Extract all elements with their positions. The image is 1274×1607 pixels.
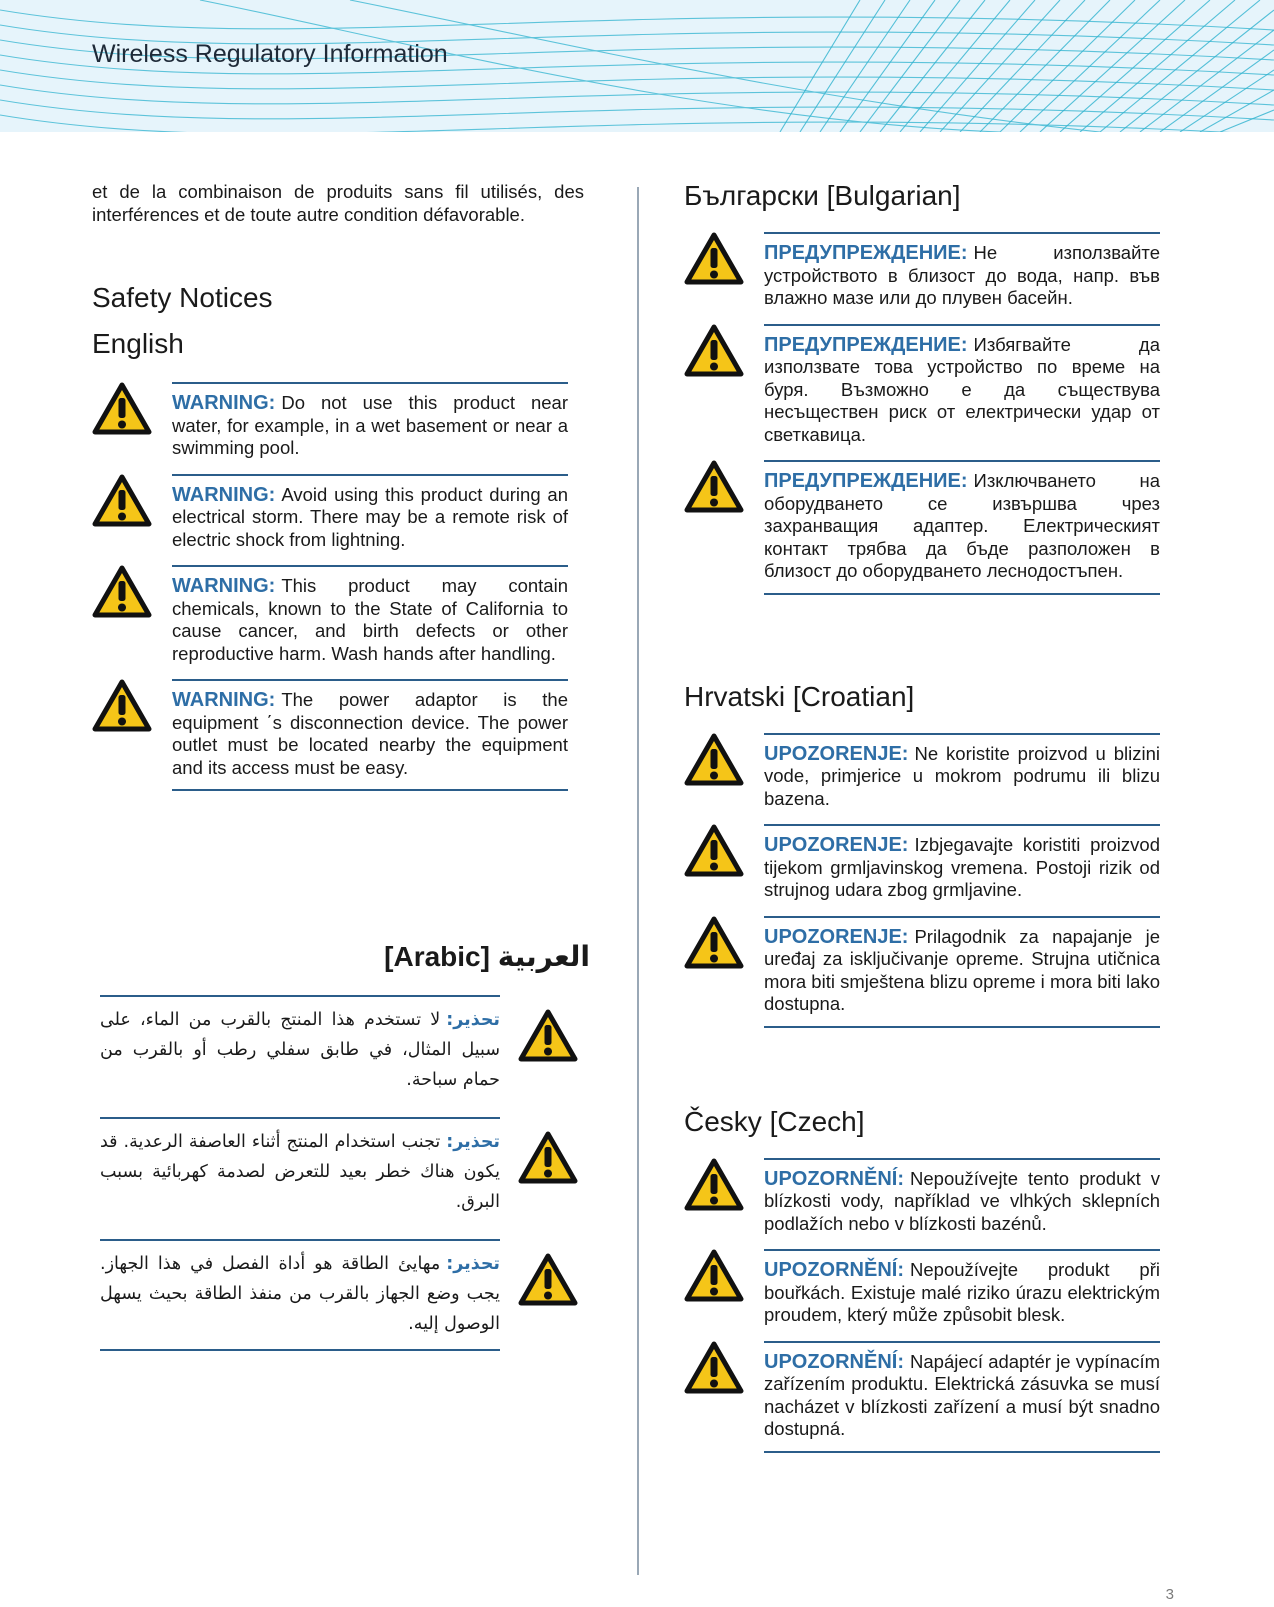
warning-label: WARNING: bbox=[172, 575, 276, 597]
arabic-heading bbox=[100, 940, 590, 973]
warning-text: Nepoužívejte produkt při bouřkách. Existuje malé riziko úrazu elektrickým proudem, který může způsobit blesk. bbox=[764, 1259, 1160, 1325]
warning-text: Не използвайте устройството в близост до вода, напр. във влажно мазе или до плувен басейн. bbox=[764, 242, 1160, 308]
warning-item bbox=[684, 460, 1160, 595]
safety-notices-heading: Safety Notices bbox=[92, 282, 273, 313]
warning-triangle-icon bbox=[92, 474, 152, 528]
warning-text: Avoid using this product during an electrical storm. There may be a remote risk of electric shock from lightning. bbox=[172, 483, 568, 550]
warning-label: UPOZORNĚNÍ: bbox=[764, 1350, 904, 1373]
warning-label: UPOZORNĚNÍ: bbox=[764, 1167, 904, 1190]
english-warnings bbox=[92, 382, 568, 791]
english-heading: English bbox=[92, 328, 184, 359]
warning-label: WARNING: bbox=[172, 483, 276, 506]
warning-text: Изключването на оборудването се извършва чрез захранващия адаптер. Електрическият контакт трябва да бъде разположен в близост до оборудването леснодостъпен. bbox=[764, 470, 1160, 581]
header-title: Wireless Regulatory Information bbox=[92, 40, 448, 68]
warning-text: Избягвайте да използвате това устройство по време на буря. Възможно е да съществува несъществен риск от електрически удар от светкавица. bbox=[764, 333, 1160, 445]
warning-triangle-icon bbox=[92, 679, 152, 733]
warning-triangle-icon bbox=[518, 1009, 578, 1063]
warning-triangle-icon bbox=[684, 1249, 744, 1303]
arabic-warnings bbox=[100, 995, 590, 1351]
warning-item bbox=[684, 1341, 1160, 1453]
arabic-heading-latin: [Arabic] bbox=[384, 941, 490, 972]
warning-label: تحذير: bbox=[446, 1254, 500, 1274]
czech-warnings bbox=[684, 1158, 1160, 1453]
warning-triangle-icon bbox=[518, 1131, 578, 1185]
warning-item bbox=[684, 1158, 1160, 1246]
warning-item bbox=[684, 324, 1160, 457]
bulgarian-heading: Български [Bulgarian] bbox=[684, 180, 961, 211]
warning-text: Nepoužívejte tento produkt v blízkosti vody, například ve vlhkých sklepních podlažích nebo v blízkosti bazénů. bbox=[764, 1167, 1160, 1234]
warning-item bbox=[684, 733, 1160, 821]
warning-text: Napájecí adaptér je vypínacím zařízením produktu. Elektrická zásuvka se musí nacházet v blízkosti zařízení a musí být snadno dostupná. bbox=[764, 1350, 1160, 1439]
warning-triangle-icon bbox=[684, 916, 744, 970]
czech-heading: Česky [Czech] bbox=[684, 1105, 865, 1137]
warning-text: مهايئ الطاقة هو أداة الفصل في هذا الجهاز. يجب وضع الجهاز بالقرب من منفذ الطاقة بحيث يسهل الوصول إليه. bbox=[100, 1254, 500, 1334]
warning-item bbox=[92, 474, 568, 562]
warning-item bbox=[684, 916, 1160, 1028]
warning-label: UPOZORNĚNÍ: bbox=[764, 1259, 904, 1281]
warning-text: Izbjegavajte koristiti proizvod tijekom grmljavinskog vremena. Postoji rizik od strujnog udara zbog grmljavine. bbox=[764, 834, 1160, 900]
warning-item bbox=[684, 1249, 1160, 1337]
warning-label: تحذير: bbox=[446, 1010, 500, 1030]
warning-label: ПРЕДУПРЕЖДЕНИЕ: bbox=[764, 333, 968, 356]
column-divider bbox=[637, 187, 639, 1575]
warning-triangle-icon bbox=[684, 824, 744, 878]
warning-triangle-icon bbox=[684, 232, 744, 286]
warning-text: Prilagodnik za napajanje je uređaj za isključivanje opreme. Strujna utičnica mora biti smještena blizu opreme i mora biti lako dostupna. bbox=[764, 925, 1160, 1014]
warning-triangle-icon bbox=[518, 1253, 578, 1307]
arabic-section bbox=[100, 940, 590, 1351]
croatian-warnings bbox=[684, 733, 1160, 1028]
warning-item bbox=[92, 565, 568, 675]
warning-item bbox=[92, 382, 568, 470]
warning-item bbox=[684, 824, 1160, 912]
arabic-heading-native: العربية bbox=[497, 940, 590, 973]
warning-text: Do not use this product near water, for example, in a wet basement or near a swimming pool. bbox=[172, 392, 568, 458]
warning-text: This product may contain chemicals, known to the State of California to cause cancer, and birth defects or other reproductive harm. Wash hands after handling. bbox=[172, 575, 568, 664]
warning-label: UPOZORENJE: bbox=[764, 834, 909, 856]
warning-label: UPOZORENJE: bbox=[764, 742, 909, 765]
warning-text: تجنب استخدام المنتج أثناء العاصفة الرعدية. قد يكون هناك خطر بعيد للتعرض لصدمة كهربائية بسبب البرق. bbox=[100, 1132, 500, 1212]
warning-label: ПРЕДУПРЕЖДЕНИЕ: bbox=[764, 470, 968, 492]
warning-triangle-icon bbox=[684, 324, 744, 378]
warning-label: تحذير: bbox=[446, 1132, 500, 1152]
warning-triangle-icon bbox=[684, 460, 744, 514]
warning-item bbox=[100, 995, 590, 1105]
right-column bbox=[684, 180, 1172, 1453]
intro-paragraph: et de la combinaison de produits sans fil utilisés, des interférences et de toute autre condition défavorable. bbox=[92, 181, 584, 225]
warning-text: The power adaptor is the equipment ΄s disconnection device. The power outlet must be located nearby the equipment and its access must be easy. bbox=[172, 689, 568, 778]
warning-triangle-icon bbox=[92, 565, 152, 619]
warning-label: ПРЕДУПРЕЖДЕНИЕ: bbox=[764, 242, 968, 264]
warning-item bbox=[684, 232, 1160, 320]
bulgarian-warnings bbox=[684, 232, 1160, 595]
warning-item bbox=[100, 1117, 590, 1227]
page-header bbox=[0, 0, 1274, 132]
warning-text: Ne koristite proizvod u blizini vode, primjerice u mokrom podrumu ili blizu bazena. bbox=[764, 742, 1160, 809]
warning-triangle-icon bbox=[684, 1341, 744, 1395]
warning-text: لا تستخدم هذا المنتج بالقرب من الماء، على سبيل المثال، في طابق سفلي رطب أو بالقرب من حمام سباحة. bbox=[100, 1010, 500, 1090]
warning-label: WARNING: bbox=[172, 689, 276, 711]
warning-triangle-icon bbox=[684, 1158, 744, 1212]
page-number: 3 bbox=[1165, 1586, 1174, 1603]
warning-item bbox=[92, 679, 568, 791]
warning-triangle-icon bbox=[92, 382, 152, 436]
left-column bbox=[92, 180, 584, 791]
warning-triangle-icon bbox=[684, 733, 744, 787]
warning-label: UPOZORENJE: bbox=[764, 925, 909, 948]
croatian-heading: Hrvatski [Croatian] bbox=[684, 680, 915, 712]
warning-item bbox=[100, 1239, 590, 1351]
warning-label: WARNING: bbox=[172, 392, 276, 414]
